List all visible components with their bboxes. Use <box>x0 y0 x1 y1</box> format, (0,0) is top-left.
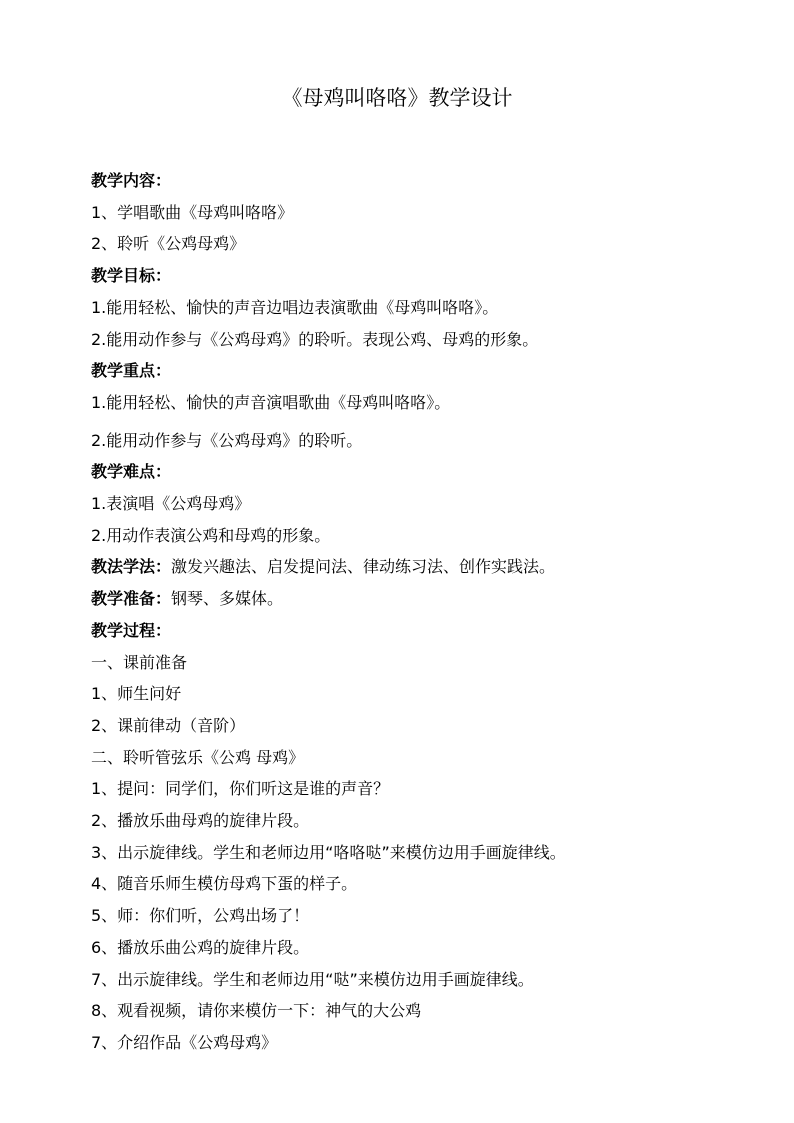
line-text: 6、播放乐曲公鸡的旋律片段。 <box>91 937 310 957</box>
line-text: 1.能用轻松、愉快的声音边唱边表演歌曲《母鸡叫咯咯》。 <box>91 297 499 317</box>
difficulty-item-2 <box>91 520 731 552</box>
heading-label: 教学内容： <box>91 171 172 190</box>
line-text: 1.能用轻松、愉快的声音演唱歌曲《母鸡叫咯咯》。 <box>91 392 451 412</box>
line-text: 激发兴趣法、启发提问法、律动练习法、创作实践法。 <box>171 557 556 577</box>
line-text: 7、出示旋律线。学生和老师边用“哒”来模仿边用手画旋律线。 <box>91 969 534 989</box>
process-section-1 <box>91 647 731 679</box>
goal-item-1 <box>91 292 731 324</box>
line-text: 5、师：你们听，公鸡出场了！ <box>91 906 310 926</box>
line-text: 二、聆听管弦乐《公鸡 母鸡》 <box>91 747 305 767</box>
process-step <box>91 868 731 900</box>
process-step <box>91 710 731 742</box>
line-text: 7、介绍作品《公鸡母鸡》 <box>91 1032 278 1052</box>
document-body <box>91 165 731 1059</box>
process-step <box>91 900 731 932</box>
heading-content <box>91 165 731 197</box>
heading-label: 教法学法： <box>91 557 172 577</box>
line-text: 1.表演唱《公鸡母鸡》 <box>91 494 251 514</box>
process-step <box>91 773 731 805</box>
document-title: 《母鸡叫咯咯》教学设计 <box>281 86 513 110</box>
goal-item-2 <box>91 324 731 356</box>
line-text: 钢琴、多媒体。 <box>171 589 284 609</box>
line-text: 2.能用动作参与《公鸡母鸡》的聆听。 <box>91 430 363 450</box>
process-step <box>91 995 731 1027</box>
line-text: 4、随音乐师生模仿母鸡下蛋的样子。 <box>91 874 358 894</box>
heading-label: 教学准备： <box>91 589 172 609</box>
process-step <box>91 1027 731 1059</box>
process-step <box>91 805 731 837</box>
line-text: 2、聆听《公鸡母鸡》 <box>91 234 246 254</box>
process-step <box>91 678 731 710</box>
line-text: 1、学唱歌曲《母鸡叫咯咯》 <box>91 202 294 222</box>
line-text: 2、播放乐曲母鸡的旋律片段。 <box>91 811 310 831</box>
heading-goals <box>91 260 731 292</box>
heading-label: 教学难点： <box>91 462 172 482</box>
line-text: 1、师生问好 <box>91 684 182 704</box>
process-section-2 <box>91 742 731 774</box>
key-point-item-1 <box>91 387 731 419</box>
process-step <box>91 837 731 869</box>
heading-label: 教学过程： <box>91 620 172 640</box>
content-item-2 <box>91 228 731 260</box>
heading-methods <box>91 551 731 583</box>
line-text: 2.能用动作参与《公鸡母鸡》的聆听。表现公鸡、母鸡的形象。 <box>91 329 539 349</box>
process-step <box>91 932 731 964</box>
difficulty-item-1 <box>91 488 731 520</box>
heading-label: 教学目标： <box>91 266 172 286</box>
line-text: 1、提问：同学们，你们听这是谁的声音？ <box>91 779 390 799</box>
line-text: 3、出示旋律线。学生和老师边用“咯咯哒”来模仿边用手画旋律线。 <box>91 842 566 862</box>
heading-key-points <box>91 355 731 387</box>
line-text: 2、课前律动（音阶） <box>91 715 246 735</box>
line-text: 一、课前准备 <box>91 652 188 672</box>
heading-preparation <box>91 583 731 615</box>
heading-process <box>91 615 731 647</box>
line-text: 2.用动作表演公鸡和母鸡的形象。 <box>91 525 331 545</box>
content-item-1 <box>91 197 731 229</box>
heading-difficulties <box>91 456 731 488</box>
key-point-item-2 <box>91 425 731 457</box>
line-text: 8、观看视频，请你来模仿一下：神气的大公鸡 <box>91 1001 422 1021</box>
heading-label: 教学重点： <box>91 361 172 381</box>
process-step <box>91 964 731 996</box>
